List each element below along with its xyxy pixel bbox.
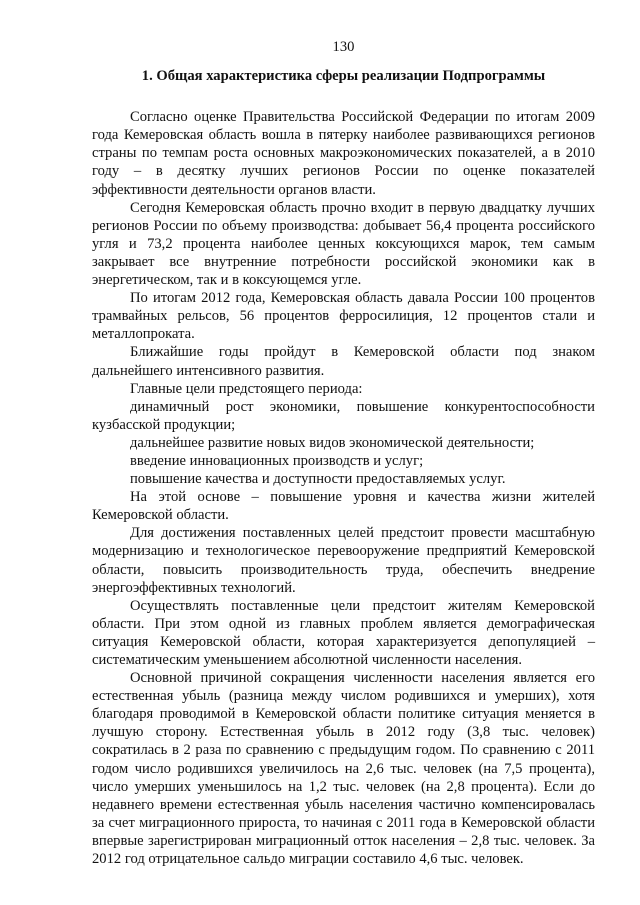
paragraph: По итогам 2012 года, Кемеровская область давала России 100 процентов трамвайных рельсов, 56 процентов ферросилиция, 12 процентов стали и металлопроката. — [92, 290, 595, 343]
paragraph: На этой основе – повышение уровня и качества жизни жителей Кемеровской области. — [92, 489, 595, 524]
paragraph: Сегодня Кемеровская область прочно входит в первую двадцатку лучших регионов России по объему производства: добывает 56,4 процента российского угля и 73,2 процента наиболее ценных коксующихся марок, тем самым закрывает все внутренние потребности российской экономики как в энергетическом, так и в коксующемся угле. — [92, 199, 595, 289]
body-text — [92, 108, 595, 868]
section-title: 1. Общая характеристика сферы реализации Подпрограммы — [141, 68, 546, 85]
paragraph: Согласно оценке Правительства Российской Федерации по итогам 2009 года Кемеровская область вошла в пятерку наиболее развивающихся регионов страны по темпам роста основных макроэкономических показателей, а в 2010 году – в десятку лучших регионов России по оценке показателей эффективности деятельности органов власти. — [92, 109, 595, 198]
paragraph: Ближайшие годы пройдут в Кемеровской области под знаком дальнейшего интенсивного развития. — [92, 344, 595, 379]
page-number: 130 — [332, 39, 355, 55]
paragraph: Осуществлять поставленные цели предстоит жителям Кемеровской области. При этом одной из главных проблем является демографическая ситуация Кемеровской области, которая характеризуется депопуляцией – систематическим уменьшением абсолютной численности населения. — [92, 597, 595, 668]
paragraph: Основной причиной сокращения численности населения является его естественная убыль (разница между числом родившихся и умерших), хотя благодаря проводимой в Кемеровской области политике ситуация меняется в лучшую сторону. Естественная убыль в 2012 году (3,8 тыс. человек) сократилась в 2 раза по сравнению с предыдущим годом. По сравнению с 2011 годом число родившихся увеличилось на 2,6 тыс. человек (на 7,5 процента), число умерших уменьшилось на 1,2 тыс. человек (на 2,8 процента). Если до недавнего времени естественная убыль населения частично компенсировалась за счет миграционного прироста, то начиная с 2011 года в Кемеровской области впервые зарегистрирован миграционный отток населения – 2,8 тыс. человек. За 2012 год отрицательное сальдо миграции составило 4,6 тыс. человек. — [92, 670, 595, 868]
list-item: введение инновационных производств и услуг; — [130, 452, 424, 469]
list-item: динамичный рост экономики, повышение конкурентоспособности кузбасской продукции; — [92, 398, 595, 433]
paragraph: Главные цели предстоящего периода: — [130, 380, 363, 397]
list-item: дальнейшее развитие новых видов экономической деятельности; — [130, 434, 535, 451]
paragraph: Для достижения поставленных целей предстоит провести масштабную модернизацию и технологическое перевооружение предприятий Кемеровской области, повысить производительность труда, обеспечить внедрение энергоэффективных технологий. — [92, 525, 595, 596]
list-item: повышение качества и доступности предоставляемых услуг. — [130, 471, 506, 488]
